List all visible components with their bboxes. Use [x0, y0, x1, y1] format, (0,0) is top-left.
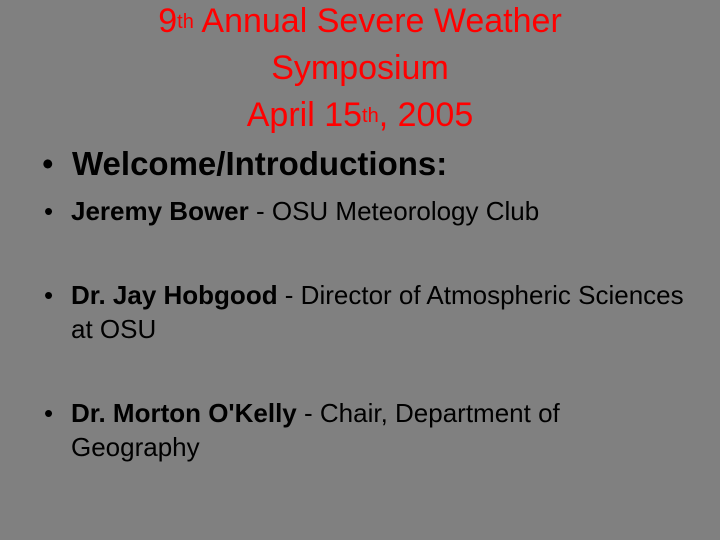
bullet-icon: •	[44, 196, 54, 226]
speaker-name: Jeremy Bower	[71, 196, 249, 226]
speaker-role: - OSU Meteorology Club	[248, 196, 540, 226]
slide-title	[0, 0, 720, 139]
title-line-1: 9th Annual Severe Weather	[158, 2, 562, 40]
speaker-name: Dr. Morton O'Kelly	[71, 398, 297, 428]
list-item-morton-okelly	[44, 396, 691, 464]
speaker-role: - Chair, Department of Geography	[71, 398, 560, 462]
bullet-icon: •	[42, 145, 54, 182]
title-line-2: Symposium	[271, 49, 449, 87]
speaker-role: - Director of Atmospheric Sciences at OSU	[71, 280, 684, 344]
heading-text: Welcome/Introductions:	[72, 145, 448, 182]
list-item-text	[71, 396, 691, 464]
list-item-jeremy-bower	[44, 194, 691, 228]
list-item-text	[71, 278, 691, 346]
heading-welcome	[42, 142, 447, 186]
list-item-jay-hobgood	[44, 278, 691, 346]
speaker-name: Dr. Jay Hobgood	[71, 280, 278, 310]
bullet-icon: •	[44, 398, 54, 428]
title-line-3: April 15th, 2005	[246, 96, 474, 134]
bullet-icon: •	[44, 280, 54, 310]
list-item-text	[71, 194, 691, 228]
